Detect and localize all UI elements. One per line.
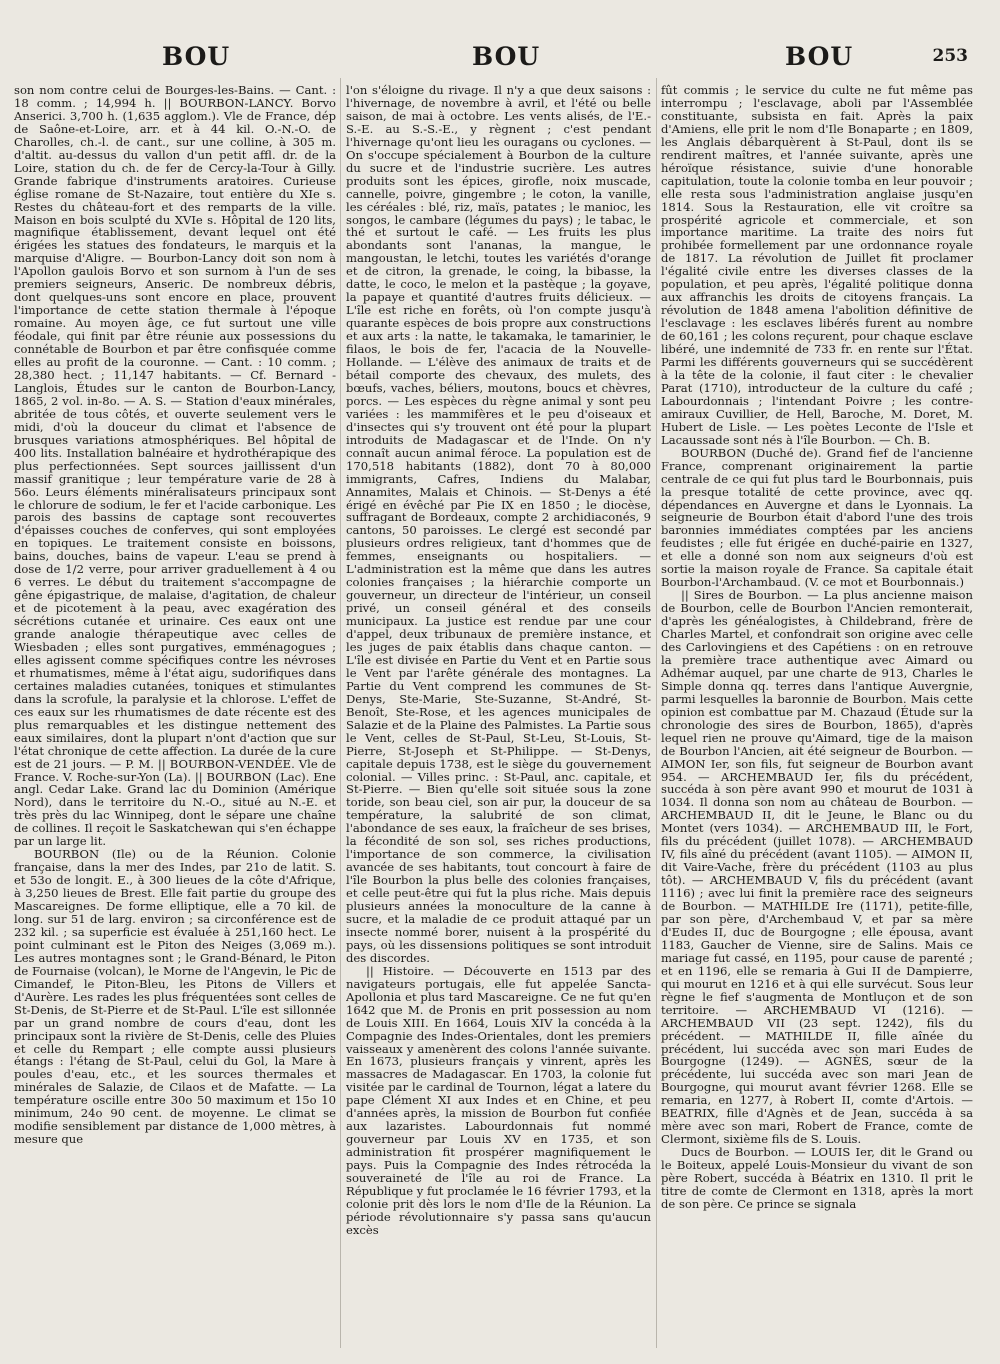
text-column-2: [346, 84, 651, 1346]
running-header-left: BOU: [162, 42, 231, 71]
running-header-right: BOU: [785, 42, 854, 71]
text-column-3: [661, 84, 973, 1346]
article-ducs: Ducs de Bourbon. — LOUIS Ier, dit le Grand ou le Boiteux, appelé Louis-Monsieur du vivant de son père Robert, succéda à Béatrix en 1310. Il prit le titre de comte de Clermont en 1318, après la mort de son père. Ce prince se signala: [661, 1145, 973, 1211]
article-text: l'on s'éloigne du rivage. Il n'y a que deux saisons : l'hivernage, de novembre à avril, et l'été ou belle saison, de mai à octobre. Les vents alisés, de l'E.-S.-E. au S.-S.-E., y règnent ; c'est pendant l'hivernage qu'ont lieu les ouragans ou cyclones. — On s'occupe spécialement à Bourbon de la culture du sucre et de l'industrie sucrière. Les autres produits sont les épices, girofle, noix muscade, cannelle, poivre, gingembre ; le coton, la vanille, les céréales : blé, riz, maïs, patates ; le manioc, les songos, le cambare (légumes du pays) ; le tabac, le thé et surtout le café. — Les fruits les plus abondants sont l'ananas, la mangue, le mangoustan, le letchi, toutes les variétés d'orange et de citron, la grenade, le coing, la bibasse, la datte, le coco, le melon et la pastèque ; la goyave, la papaye et quantité d'autres fruits délicieux. — L'île est riche en forêts, où l'on compte jusqu'à quarante espèces de bois propre aux constructions et aux arts : la natte, le takamaka, le tamarinier, le filaos, le bois de fer, l'acacia de la Nouvelle-Hollande. — L'élève des animaux de traits et de bétail comporte des chevaux, des mulets, des bœufs, vaches, béliers, moutons, boucs et chèvres, porcs. — Les espèces du règne animal y sont peu variées : les mammifères et le peu d'oiseaux et d'insectes qui s'y trouvent ont été pour la plupart introduits de Madagascar et de l'Inde. On n'y connaît aucun animal féroce. La population est de 170,518 habitants (1882), dont 70 à 80,000 immigrants, Cafres, Indiens du Malabar, Annamites, Malais et Chinois. — St-Denys a été érigé en évêché par Pie IX en 1850 ; le diocèse, suffragant de Bordeaux, compte 2 archidiaconés, 9 cantons, 50 paroisses. Le clergé est secondé par plusieurs ordres religieux, tant d'hommes que de femmes, enseignants ou hospitaliers. — L'administration est la même que dans les autres colonies françaises ; la hiérarchie comporte un gouverneur, un directeur de l'intérieur, un conseil privé, un conseil général et des conseils municipaux. La justice est rendue par une cour d'appel, deux tribunaux de première instance, et les juges de paix établis dans chaque canton. — L'île est divisée en Partie du Vent et en Partie sous le Vent par l'arête générale des montagnes. La Partie du Vent comprend les communes de St-Denys, Ste-Marie, Ste-Suzanne, St-André, St-Benoît, Ste-Rose, et les agences municipales de Salazie et de la Plaine des Palmistes. La Partie sous le Vent, celles de St-Paul, St-Leu, St-Louis, St-Pierre, St-Joseph et St-Philippe. — St-Denys, capitale depuis 1738, est le siège du gouvernement colonial. — Villes princ. : St-Paul, anc. capitale, et St-Pierre. — Bien qu'elle soit située sous la zone toride, son beau ciel, son air pur, la douceur de sa température, la salubrité de son climat, l'abondance de ses eaux, la fraîcheur de ses brises, la fécondité de son sol, ses riches productions, l'importance de son commerce, la civilisation avancée de ses habitants, tout concourt à faire de l'île Bourbon la plus belle des colonies françaises, et celle peut-être qui fut la plus riche. Mais depuis plusieurs années la monoculture de la canne à sucre, et la maladie de ce produit attaqué par un insecte nommé borer, nuisent à la prospérité du pays, où les dissensions politiques se sont introduit des discordes.: [346, 84, 651, 965]
text-column-1: [14, 84, 336, 1346]
article-text: fût commis ; le service du culte ne fut même pas interrompu ; l'esclavage, aboli par l'Assemblée constituante, subsista en fait. Après la paix d'Amiens, elle prit le nom d'Ile Bonaparte ; en 1809, les Anglais débarquèrent à St-Paul, dont ils se rendirent maîtres, et l'année suivante, après une héroïque résistance, suivie d'une honorable capitulation, toute la colonie tomba en leur pouvoir ; elle resta sous l'administration anglaise jusqu'en 1814. Sous la Restauration, elle vit croître sa prospérité agricole et commerciale, et son importance maritime. La traite des noirs fut prohibée formellement par une ordonnance royale de 1817. La révolution de Juillet fit proclamer l'égalité civile entre les diverses classes de la population, et peu après, l'égalité politique donna aux affranchis les droits de citoyens français. La révolution de 1848 amena l'abolition définitive de l'esclavage : les esclaves libérés furent au nombre de 60,161 ; les colons reçurent, pour chaque esclave libéré, une indemnité de 733 fr. en rente sur l'État. Parmi les différents gouverneurs qui se succédèrent à la tête de la colonie, il faut citer : le chevalier Parat (1710), introducteur de la culture du café ; Labourdonnais ; l'intendant Poivre ; les contre-amiraux Cuvillier, de Hell, Baroche, M. Doret, M. Hubert de Lisle. — Les poètes Leconte de l'Isle et Lacaussade sont nés à l'île Bourbon. — Ch. B.: [661, 84, 973, 447]
article-duche: BOURBON (Duché de). Grand fief de l'ancienne France, comprenant originairement la partie centrale de ce qui fut plus tard le Bourbonnais, puis la presque totalité de cette province, avec qq. dépendances en Auvergne et dans le Lyonnais. La seigneurie de Bourbon était d'abord l'une des trois baronnies immédiates comptées par les anciens feudistes ; elle fut érigée en duché-pairie en 1327, et elle a donné son nom aux seigneurs d'où est sortie la maison royale de France. Sa capitale était Bourbon-l'Archambaud. (V. ce mot et Bourbonnais.): [661, 445, 973, 590]
column-rule: [340, 78, 341, 1348]
running-header-center: BOU: [472, 42, 541, 71]
column-rule: [656, 78, 657, 1348]
article-bourbon-ile: BOURBON (Ile) ou de la Réunion. Colonie française, dans la mer des Indes, par 21o de latit. S. et 53o de longit. E., à 300 lieues de la côte d'Afrique, à 3,250 lieues de Brest. Elle fait partie du groupe des Mascareignes. De forme elliptique, elle a 70 kil. de long. sur 51 de larg. environ ; sa circonférence est de 232 kil. ; sa superficie est évaluée à 251,160 hect. Le point culminant est le Piton des Neiges (3,069 m.). Les autres montagnes sont ; le Grand-Bénard, le Piton de Fournaise (volcan), le Morne de l'Angevin, le Pic de Cimandef, le Piton-Bleu, les Pitons de Villers et d'Aurère. Les rades les plus fréquentées sont celles de St-Denis, de St-Pierre et de St-Paul. L'île est sillonnée par un grand nombre de cours d'eau, dont les principaux sont la rivière de St-Denis, celle des Pluies et celle du Rempart ; elle compte aussi plusieurs étangs : l'étang de St-Paul, celui du Gol, la Mare à poules d'eau, etc., et les sources thermales et minérales de Salazie, de Cilaos et de Mafatte. — La température oscille entre 30o 50 maximum et 15o 10 minimum, 24o 90 cent. de moyenne. Le climat se modifie sensiblement par distance de 1,000 mètres, à mesure que: [14, 847, 336, 1147]
article-sires: || Sires de Bourbon. — La plus ancienne maison de Bourbon, celle de Bourbon l'Ancien remonterait, d'après les généalogistes, à Childebrand, frère de Charles Martel, et confondrait son origine avec celle des Carlovingiens et des Capétiens : on en retrouve la première trace authentique avec Aimard ou Adhémar auquel, par une charte de 913, Charles le Simple donna qq. terres dans l'antique Auvergnie, parmi lesquelles la baronnie de Bourbon. Mais cette opinion est combattue par M. Chazaud (Étude sur la chronologie des sires de Bourbon, 1865), d'après lequel rien ne prouve qu'Aimard, tige de la maison de Bourbon l'Ancien, ait été seigneur de Bourbon. — AIMON Ier, son fils, fut seigneur de Bourbon avant 954. — ARCHEMBAUD Ier, fils du précédent, succéda à son père avant 990 et mourut de 1031 à 1034. Il donna son nom au château de Bourbon. — ARCHEMBAUD II, dit le Jeune, le Blanc ou du Montet (vers 1034). — ARCHEMBAUD III, le Fort, fils du précédent (juillet 1078). — ARCHEMBAUD IV, fils aîné du précédent (avant 1105). — AIMON II, dit Vaire-Vache, frère du précédent (1103 au plus tôt). — ARCHEMBAUD V, fils du précédent (avant 1116) ; avec lui finit la première race des seigneurs de Bourbon. — MATHILDE Ire (1171), petite-fille, par son père, d'Archembaud V, et par sa mère d'Eudes II, duc de Bourgogne ; elle épousa, avant 1183, Gaucher de Vienne, sire de Salins. Mais ce mariage fut cassé, en 1195, pour cause de parenté ; et en 1196, elle se remaria à Gui II de Dampierre, qui mourut en 1216 et à qui elle survécut. Sous leur règne le fief s'augmenta de Montluçon et de son territoire. — ARCHEMBAUD VI (1216). — ARCHEMBAUD VII (23 sept. 1242), fils du précédent. — MATHILDE II, fille aînée du précédent, lui succéda avec son mari Eudes de Bourgogne (1249). — AGNÈS, sœur de la précédente, lui succéda avec son mari Jean de Bourgogne, qui mourut avant février 1268. Elle se remaria, en 1277, à Robert II, comte d'Artois. — BEATRIX, fille d'Agnès et de Jean, succéda à sa mère avec son mari, Robert de France, comte de Clermont, sixième fils de S. Louis.: [661, 588, 973, 1147]
article-histoire: || Histoire. — Découverte en 1513 par des navigateurs portugais, elle fut appelée Sancta-Apollonia et plus tard Mascareigne. Ce ne fut qu'en 1642 que M. de Pronis en prit possession au nom de Louis XIII. En 1664, Louis XIV la concéda à la Compagnie des Indes-Orientales, dont les premiers vaisseaux y amenèrent des colons l'année suivante. En 1673, plusieurs français y vinrent, après les massacres de Madagascar. En 1703, la colonie fut visitée par le cardinal de Tournon, légat a latere du pape Clément XI aux Indes et en Chine, et peu d'années après, la mission de Bourbon fut confiée aux lazaristes. Labourdonnais fut nommé gouverneur par Louis XV en 1735, et son administration fit prospérer magnifiquement le pays. Puis la Compagnie des Indes rétrocéda la souveraineté de l'île au roi de France. La République y fut proclamée le 16 février 1793, et la colonie prit dès lors le nom d'Ile de la Réunion. La période révolutionnaire s'y passa sans qu'aucun excès: [346, 963, 651, 1237]
article-text: son nom contre celui de Bourges-les-Bains. — Cant. : 18 comm. ; 14,994 h. || BOURBON-LANCY. Borvo Anserici. 3,700 h. (1,635 agglom.). Vle de France, dép de Saône-et-Loire, arr. et à 44 kil. O.-N.-O. de Charolles, ch.-l. de cant., sur une colline, à 305 m. d'altit. au-dessus du vallon d'un petit affl. dr. de la Loire, station du ch. de fer de Cercy-la-Tour à Gilly. Grande fabrique d'instruments aratoires. Curieuse église romane de St-Nazaire, tout entière du XIe s. Restes du château-fort et des remparts de la ville. Maison en bois sculpté du XVIe s. Hôpital de 120 lits, magnifique établissement, devant lequel ont été érigées les statues des fondateurs, le marquis et la marquise d'Aligre. — Bourbon-Lancy doit son nom à l'Apollon gaulois Borvo et son surnom à l'un de ses premiers seigneurs, Anseric. De nombreux débris, dont quelques-uns sont encore en place, prouvent l'importance de cette station thermale à l'époque romaine. Au moyen âge, ce fut surtout une ville féodale, qui finit par être réunie aux possessions du connétable de Bourbon et par être confisquée comme elles au profit de la couronne. — Cant. : 10 comm. ; 28,380 hect. ; 11,147 habitants. — Cf. Bernard - Langlois, Études sur le canton de Bourbon-Lancy, 1865, 2 vol. in-8o. — A. S. — Station d'eaux minérales, abritée de tous côtés, et ouverte seulement vers le midi, d'où la douceur du climat et l'absence de brusques variations atmosphériques. Bel hôpital de 400 lits. Installation balnéaire et hydrothérapique des plus perfectionnées. Sept sources jaillissent d'un massif granitique ; leur température varie de 28 à 56o. Leurs éléments minéralisateurs principaux sont le chlorure de sodium, le fer et l'acide carbonique. Les parois des bassins de captage sont recouvertes d'épaisses couches de conferves, qui sont employées en topiques. Le traitement consiste en boissons, bains, douches, bains de vapeur. L'eau se prend à dose de 1/2 verre, pour arriver graduellement à 4 ou 6 verres. Le début du traitement s'accompagne de gêne épigastrique, de malaise, d'agitation, de chaleur et de picotement à la peau, avec exagération des sécrétions cutanée et urinaire. Ces eaux ont une grande analogie thérapeutique avec celles de Wiesbaden ; elles sont purgatives, emménagogues ; elles agissent comme spécifiques contre les névroses et rhumatismes, même à l'état aigu, sudorifiques dans certaines maladies cutanées, toniques et stimulantes dans la scrofule, la paralysie et la chlorose. L'effet de ces eaux sur les rhumatismes de date récente est des plus remarquables et les distingue nettement des eaux similaires, dont la plupart n'ont d'action que sur l'état chronique de cette affection. La durée de la cure est de 21 jours. — P. M. || BOURBON-VENDÉE. Vle de France. V. Roche-sur-Yon (La). || BOURBON (Lac). Ene angl. Cedar Lake. Grand lac du Dominion (Amérique Nord), dans le territoire du N.-O., situé au N.-E. et très près du lac Winnipeg, dont le sépare une chaîne de collines. Il reçoit le Saskatchewan qui s'en échappe par un large lit.: [14, 84, 336, 849]
page-number: 253: [932, 46, 968, 66]
